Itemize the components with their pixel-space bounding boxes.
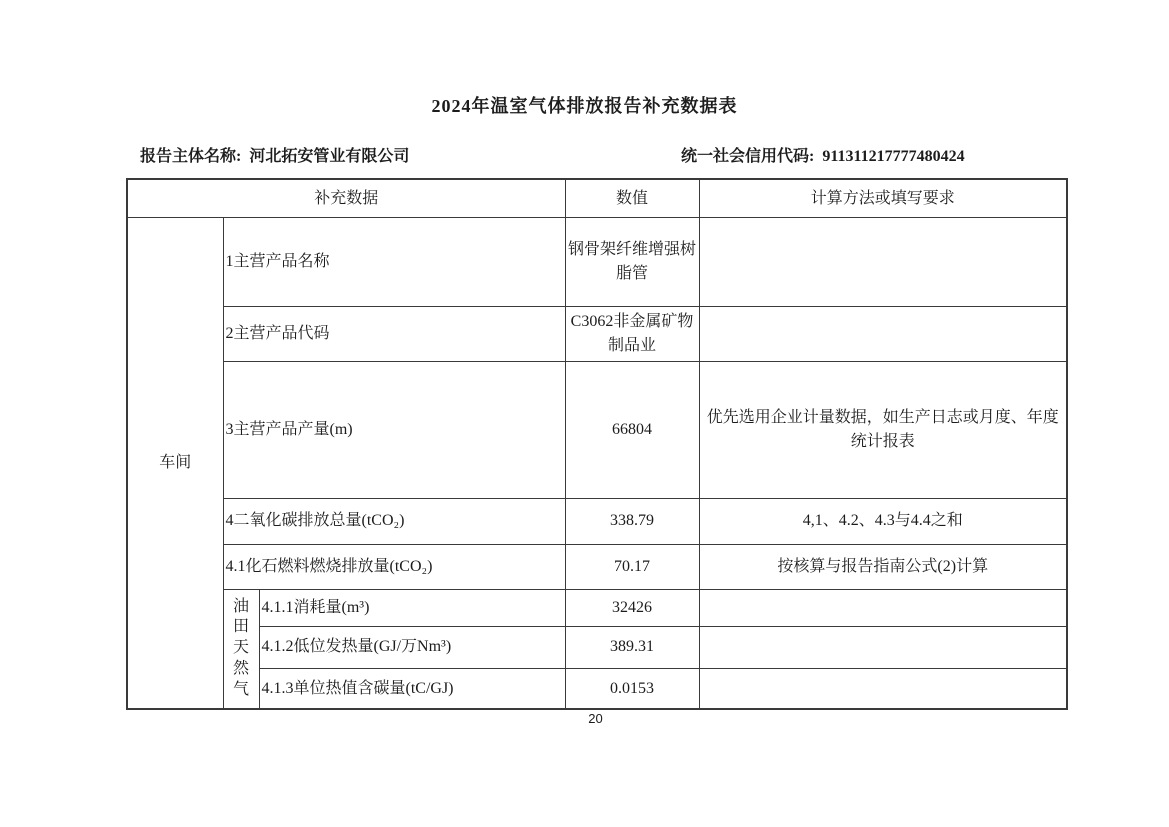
header-supplementary-data: 补充数据 xyxy=(127,179,565,217)
row-method xyxy=(699,626,1067,668)
document-title: 2024年温室气体排放报告补充数据表 xyxy=(431,96,738,116)
workshop-group-cell: 车间 xyxy=(127,217,223,709)
row-value: 钢骨架纤维增强树脂管 xyxy=(565,217,699,306)
row-label: 4.1.3单位热值含碳量(tC/GJ) xyxy=(259,668,565,709)
header-method: 计算方法或填写要求 xyxy=(699,179,1067,217)
table-row xyxy=(127,589,1067,626)
table-row xyxy=(127,498,1067,544)
row-label: 2主营产品代码 xyxy=(223,306,565,361)
fuel-group-cell xyxy=(223,589,259,709)
page-number: 20 xyxy=(588,711,603,726)
credit-code-block xyxy=(681,143,965,166)
row-method xyxy=(699,306,1067,361)
row-label: 3主营产品产量(m) xyxy=(223,361,565,498)
row-method: 优先选用企业计量数据，如生产日志或月度、年度统计报表 xyxy=(699,361,1067,498)
row-value: 338.79 xyxy=(565,498,699,544)
row-method xyxy=(699,668,1067,709)
row-method: 按核算与报告指南公式(2)计算 xyxy=(699,544,1067,589)
table-row xyxy=(127,668,1067,709)
row-value: 0.0153 xyxy=(565,668,699,709)
row-method: 4,1、4.2、4.3与4.4之和 xyxy=(699,498,1067,544)
row-value: 66804 xyxy=(565,361,699,498)
table-header-row xyxy=(127,179,1067,217)
row-label: 4.1.1消耗量(m³) xyxy=(259,589,565,626)
entity-name-block xyxy=(140,143,409,166)
row-method xyxy=(699,217,1067,306)
row-label: 4二氧化碳排放总量(tCO₂) xyxy=(223,498,565,544)
table-row xyxy=(127,626,1067,668)
table-row xyxy=(127,361,1067,498)
table-row xyxy=(127,544,1067,589)
row-label: 4.1化石燃料燃烧排放量(tCO₂) xyxy=(223,544,565,589)
credit-code-label: 统一社会信用代码: xyxy=(681,148,815,165)
row-value: 389.31 xyxy=(565,626,699,668)
row-value: C3062非金属矿物制品业 xyxy=(565,306,699,361)
credit-code-value: 911311217777480424 xyxy=(822,148,965,165)
row-label: 4.1.2低位发热量(GJ/万Nm³) xyxy=(259,626,565,668)
table-row xyxy=(127,306,1067,361)
supplementary-data-table xyxy=(126,178,1068,710)
entity-name-label: 报告主体名称: xyxy=(140,148,242,165)
header-value: 数值 xyxy=(565,179,699,217)
row-value: 32426 xyxy=(565,589,699,626)
table-row xyxy=(127,217,1067,306)
row-label: 1主营产品名称 xyxy=(223,217,565,306)
fuel-group-label: 油田天然气 xyxy=(232,597,249,698)
row-value: 70.17 xyxy=(565,544,699,589)
row-method xyxy=(699,589,1067,626)
entity-name-value: 河北拓安管业有限公司 xyxy=(249,148,410,165)
